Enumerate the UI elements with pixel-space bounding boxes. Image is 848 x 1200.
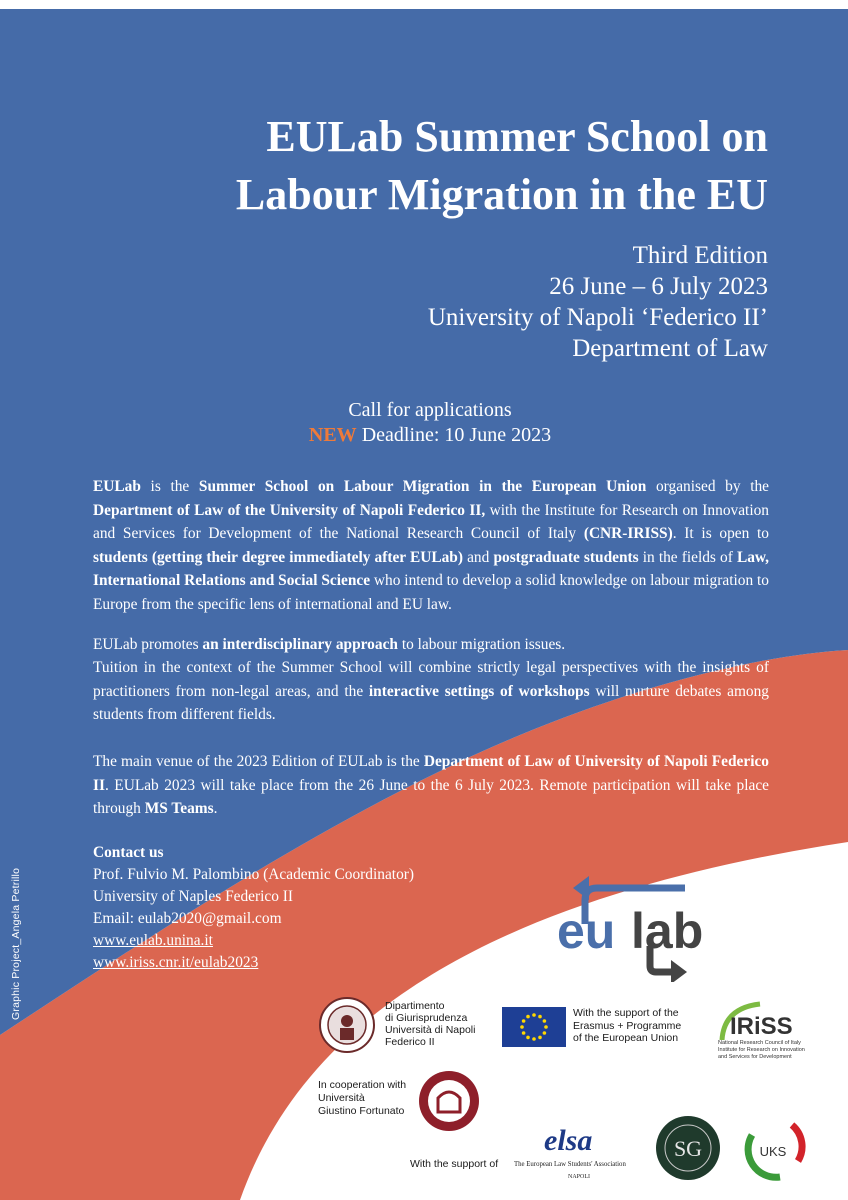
edition-label: Third Edition — [632, 242, 768, 269]
iriss-logo — [712, 1000, 822, 1060]
eulab-link[interactable]: www.eulab.unina.it — [93, 932, 213, 949]
text-segment: Tuition in the context of the Summer School will combine strictly legal perspectives with the insights of practitioners from non-legal areas, and the — [93, 659, 769, 700]
elsa-logo — [512, 1118, 647, 1184]
uks-mark: UKS — [759, 1144, 787, 1159]
dipartimento-line-2: di Giurisprudenza — [385, 1012, 468, 1024]
text-segment: who intend to develop a solid knowledge on labour migration to Europe from the specific lens of international and EU law. — [93, 572, 769, 613]
contact-university: University of Naples Federico II — [93, 888, 294, 905]
contact-name: Prof. Fulvio M. Palombino (Academic Coordinator) — [93, 866, 415, 883]
new-label: NEW — [308, 424, 357, 446]
sg-mark: SG — [673, 1136, 703, 1161]
lower-arrowhead — [671, 960, 687, 982]
text-segment: Department of Law of the University of Napoli Federico II, — [93, 501, 486, 519]
text-segment: MS Teams — [144, 800, 214, 817]
text-segment: The main venue of the 2023 Edition of EULab is the — [93, 753, 424, 770]
cooperation-text — [318, 1079, 406, 1118]
eu-flag-icon — [502, 1007, 566, 1047]
iriss-line-3: and Services for Development — [718, 1054, 792, 1060]
elsa-city: NAPOLI — [568, 1174, 590, 1180]
text-segment: will nurture debates among students from different fields. — [93, 682, 769, 723]
title-line-1: EULab Summer School on — [266, 112, 768, 161]
eulab-eu-text: eu — [557, 903, 616, 959]
elsa-full-name: The European Law Students' Association — [514, 1161, 626, 1168]
text-segment: to labour migration issues. — [397, 636, 566, 653]
text-segment: Department of Law of University of Napoli Federico II — [93, 753, 769, 794]
fortunato-seal-icon — [418, 1070, 480, 1132]
text-segment: postgraduate students — [493, 548, 639, 566]
dipartimento-text — [385, 1000, 475, 1048]
text-segment: in the fields of — [638, 548, 737, 566]
edition-university: University of Napoli ‘Federico II’ — [427, 304, 768, 331]
text-segment: Summer School on Labour Migration in the European Union — [198, 478, 647, 495]
iriss-link[interactable]: www.iriss.cnr.it/eulab2023 — [93, 954, 259, 971]
erasmus-line-1: With the support of the — [573, 1007, 679, 1019]
text-segment: . EULab 2023 will take place from the 26 June to the 6 July 2023. Remote participation will take place through — [93, 776, 769, 817]
upper-arrowhead — [573, 876, 589, 900]
text-segment: organised by the — [646, 478, 769, 495]
uks-logo — [736, 1113, 810, 1183]
text-segment: . — [213, 800, 218, 817]
cooperation-line-3: Giustino Fortunato — [318, 1105, 405, 1117]
sg-seal-icon — [655, 1115, 721, 1181]
call-for-applications — [260, 398, 600, 448]
text-segment: and — [463, 548, 494, 566]
graphic-credit: Graphic Project_Angela Petrillo — [10, 867, 22, 1020]
contact-block — [93, 842, 414, 974]
deadline-line — [260, 423, 600, 448]
text-segment: . It is open to — [672, 525, 769, 542]
text-segment: (CNR-IRISS) — [583, 525, 673, 542]
title-line-2: Labour Migration in the EU — [235, 170, 768, 219]
text-segment: Law, International Relations and Social Science — [93, 548, 770, 589]
erasmus-text — [573, 1007, 681, 1045]
dipartimento-line-3: Università di Napoli — [385, 1024, 476, 1036]
contact-email: Email: eulab2020@gmail.com — [93, 910, 282, 927]
text-segment: EULab — [93, 478, 141, 495]
eulab-logo — [555, 872, 735, 982]
deadline-text: Deadline: 10 June 2023 — [361, 424, 552, 446]
erasmus-line-3: of the European Union — [573, 1032, 679, 1044]
elsa-name: elsa — [544, 1124, 593, 1157]
cooperation-line-1: In cooperation with — [318, 1079, 407, 1091]
poster-title — [88, 108, 768, 224]
contact-heading: Contact us — [93, 844, 164, 861]
iriss-name: IRiSS — [730, 1013, 793, 1040]
approach-sentence — [93, 633, 769, 657]
venue-paragraph — [93, 750, 769, 821]
text-segment: an interdisciplinary approach — [202, 636, 398, 653]
edition-department: Department of Law — [572, 335, 768, 362]
tuition-paragraph — [93, 656, 769, 727]
edition-info — [248, 240, 768, 364]
text-segment: is the — [140, 478, 199, 495]
uks-red-arc-icon — [792, 1125, 802, 1161]
call-line: Call for applications — [348, 399, 512, 421]
eulab-lab-text: lab — [631, 903, 704, 959]
iriss-line-2: Institute for Research on Innovation — [718, 1047, 805, 1053]
text-segment: students (getting their degree immediately after EULab) — [93, 548, 463, 566]
cooperation-line-2: Università — [318, 1092, 365, 1104]
iriss-line-1: National Research Council of Italy — [718, 1040, 801, 1046]
text-segment: interactive settings of workshops — [368, 682, 590, 700]
edition-dates: 26 June – 6 July 2023 — [549, 273, 768, 300]
erasmus-line-2: Erasmus + Programme — [573, 1019, 682, 1032]
dipartimento-line-1: Dipartimento — [385, 1000, 445, 1012]
text-segment: with the Institute for Research on Innovation and Services for Development of the National Research Council of Italy — [93, 501, 769, 542]
text-segment: EULab promotes — [93, 636, 203, 653]
federico-seal-icon — [318, 996, 376, 1054]
support-label: With the support of — [410, 1158, 499, 1170]
intro-paragraph — [93, 475, 769, 616]
dipartimento-line-4: Federico II — [385, 1036, 435, 1048]
